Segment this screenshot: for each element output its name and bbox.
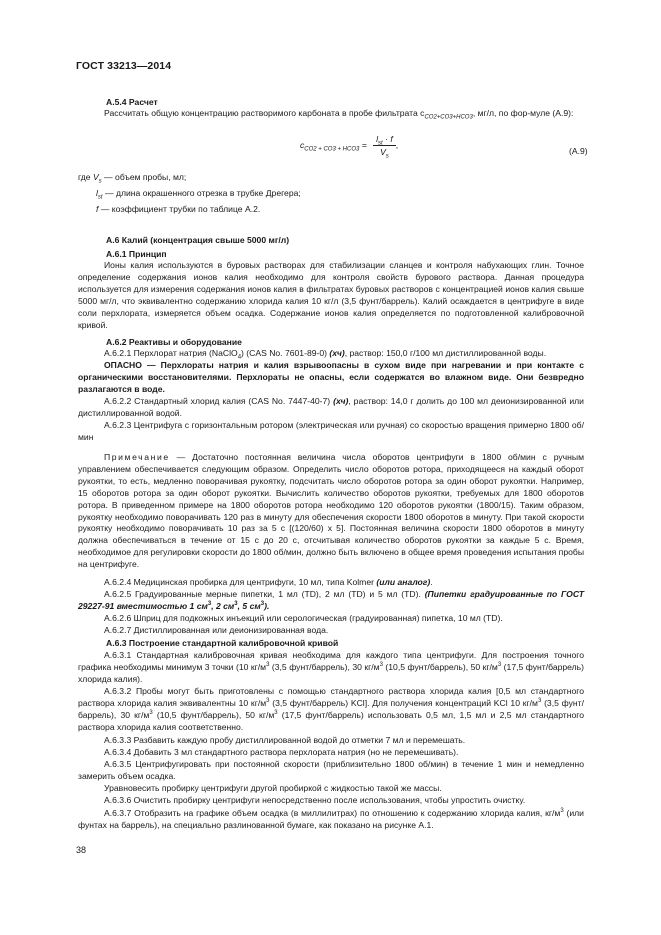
- section-a62-title: А.6.2 Реактивы и оборудование: [106, 337, 242, 347]
- item-a624: А.6.2.4 Медицинская пробирка для центрифуги, 10 мл, типа Kolmer (или аналог).: [104, 577, 433, 587]
- formula-number: (А.9): [569, 146, 588, 156]
- item-a625: А.6.2.5 Градуированные мерные пипетки, 1 мл (TD), 2 мл (TD) и 5 мл (TD). (Пипетки градуированные по ГОСТ 29227-91 вместимостью 1 $см^3$, 2 $см^3$, 5 $см^3$).: [78, 589, 584, 611]
- section-a54-text: Рассчитать общую концентрацию растворимого карбоната в пробе фильтрата $c_{CO2+CO3+HCO3}$, мг/л, по фор-муле (А.9):: [104, 108, 574, 121]
- item-a623: А.6.2.3 Центрифуга с горизонтальным ротором (электрическая или ручная) со скоростью вращения примерно 1800 об/мин: [78, 420, 584, 442]
- page-number: 38: [76, 845, 87, 855]
- section-a54-title: А.5.4 Расчет: [106, 97, 158, 107]
- note-centrifuge: Примечание — Достаточно постоянная величина числа оборотов центрифуги в 1800 об/мин с ручным управлением обеспечивается следующим образом. Определить число оборотов ротора, приходящееся на каждый оборот рукоятки, то есть, медленно поворачивая рукоятку, подсчитать число оборотов ротора за один оборот рукоятки. Например, 15 оборотов ротора за один оборот рукоятки. Вычислить количество оборотов рукоятки, требуемых для 1800 оборотов ротора. В приведенном примере на 1800 оборотов ротора необходимо 120 оборотов рукоятки (1800/15). Таким образом, рукоятку необходимо поворачивать 120 раз в минуту для обеспечения скорости 1800 оборотов в минуту. При такой скорости рукоятку необходимо поворачивать 10 раз за 5 с [(120/60) х 5]. Постоянная величина скорости 1800 оборотов в минуту должна обеспечиваться в течение от 15 с до 20 с, отсчитывая количество оборотов рукоятки за каждые 5 с. Время, необходимое для регулировки скорости до 1800 об/мин, должно быть включено в общее время проведения испытания пробы на центрифуге.: [78, 452, 584, 570]
- item-a635: А.6.3.5 Центрифугировать при постоянной скорости (приблизительно 1800 об/мин) в течение 1 мин и немедленно замерить объем осадка.: [78, 759, 584, 781]
- item-a636: А.6.3.6 Очистить пробирку центрифуги непосредственно после использования, чтобы упростить очистку.: [104, 795, 526, 805]
- formula-a9: $c_{CO2 + CO3 + HCO3}$ = $\frac{l_{st} \cdot f}{V_s}$ ,: [300, 134, 399, 160]
- standard-header: ГОСТ 33213—2014: [76, 60, 172, 72]
- section-a61-text: Ионы калия используются в буровых растворах для стабилизации сланцев и контроля набухающих глин. Точное определение содержания ионов калия необходимо для контроля свойств бурового раствора. Данная процедура используется для измерения содержания ионов калия в фильтратах буровых растворов с концентрацией ионов калия свыше 5000 мг/л, что эквивалентно содержанию хлорида калия 10 кг/л (3,5 фунт/баррель). Калий осаждается в центрифуге в виде соли перхлората, измеряется объем осадка. Содержание ионов калия определяется по подготовленной калибровочной кривой.: [78, 260, 584, 330]
- item-a621: А.6.2.1 Перхлорат натрия (NaClO$_4$) (CAS No. 7601-89-0) (хч), раствор: 150,0 г/100 мл дистиллированной воды.: [104, 348, 547, 361]
- section-a6-title: А.6 Калий (концентрация свыше 5000 мг/л): [106, 235, 290, 245]
- item-a631: А.6.3.1 Стандартная калибровочная кривая необходима для каждого типа центрифуги. Для построения точного графика необходимы минимум 3 точки (10 $кг/м^3$ (3,5 фунт/баррель), 30 $кг/м^3$ (10,5 фунт/баррель), 50 $кг/м^3$ (17,5 фунт/баррель) хлорида калия).: [78, 650, 584, 684]
- item-a634: А.6.3.4 Добавить 3 мл стандартного раствора перхлората натрия (но не перемешивать).: [104, 747, 459, 757]
- item-a637: А.6.3.7 Отобразить на графике объем осадка (в миллилитрах) по отношению к содержанию хлорида калия, $кг/м^3$ (или фунтах на баррель), на специально разлинованной бумаге, как показано на рисунке А.1.: [78, 808, 584, 830]
- item-a627: А.6.2.7 Дистиллированная или деионизированная вода.: [104, 625, 329, 635]
- item-a632: А.6.3.2 Пробы могут быть приготовлены с помощью стандартного раствора хлорида калия [0,5 мл стандартного раствора хлорида калия эквивалентны 10 $кг/м^3$ (3,5 фунт/баррель) KCl]. Для получения концентраций KCl 10 $кг/м^3$ (3,5 фунт/баррель), 30 $кг/м^3$ (10,5 фунт/баррель), 50 $кг/м^3$ (17,5 фунт/баррель) использовать 0,5 мл, 1,5 мл и 2,5 мл стандартного раствора хлорида калия соответственно.: [78, 686, 584, 732]
- section-a61-title: А.6.1 Принцип: [106, 249, 167, 259]
- item-a633: А.6.3.3 Разбавить каждую пробу дистиллированной водой до отметки 7 мл и перемешать.: [104, 735, 466, 745]
- danger-warning: ОПАСНО — Перхлораты натрия и калия взрывоопасны в сухом виде при нагревании и при контакте с органическими восстановителями. Перхлораты не опасны, если содержатся во влажном виде. Они безвредно разлагаются в воде.: [78, 360, 584, 394]
- item-a626: А.6.2.6 Шприц для подкожных инъекций или серологическая (градуированная) пипетка, 10 мл (TD).: [104, 613, 503, 623]
- item-a622: А.6.2.2 Стандартный хлорид калия (CAS No. 7447-40-7) (хч), раствор: 14,0 г долить до 100 мл деионизированной или дистиллированной водой.: [78, 396, 584, 418]
- definition-lst: $l_{st}$ — длина окрашенного отрезка в трубке Дрегера;: [96, 188, 301, 201]
- definition-vs: где $V_s$ — объем пробы, мл;: [78, 172, 187, 185]
- section-a63-title: А.6.3 Построение стандартной калибровочной кривой: [106, 638, 339, 648]
- definition-f: f — коэффициент трубки по таблице А.2.: [96, 204, 261, 214]
- balance-note: Уравновесить пробирку центрифуги другой пробиркой с жидкостью такой же массы.: [104, 783, 442, 793]
